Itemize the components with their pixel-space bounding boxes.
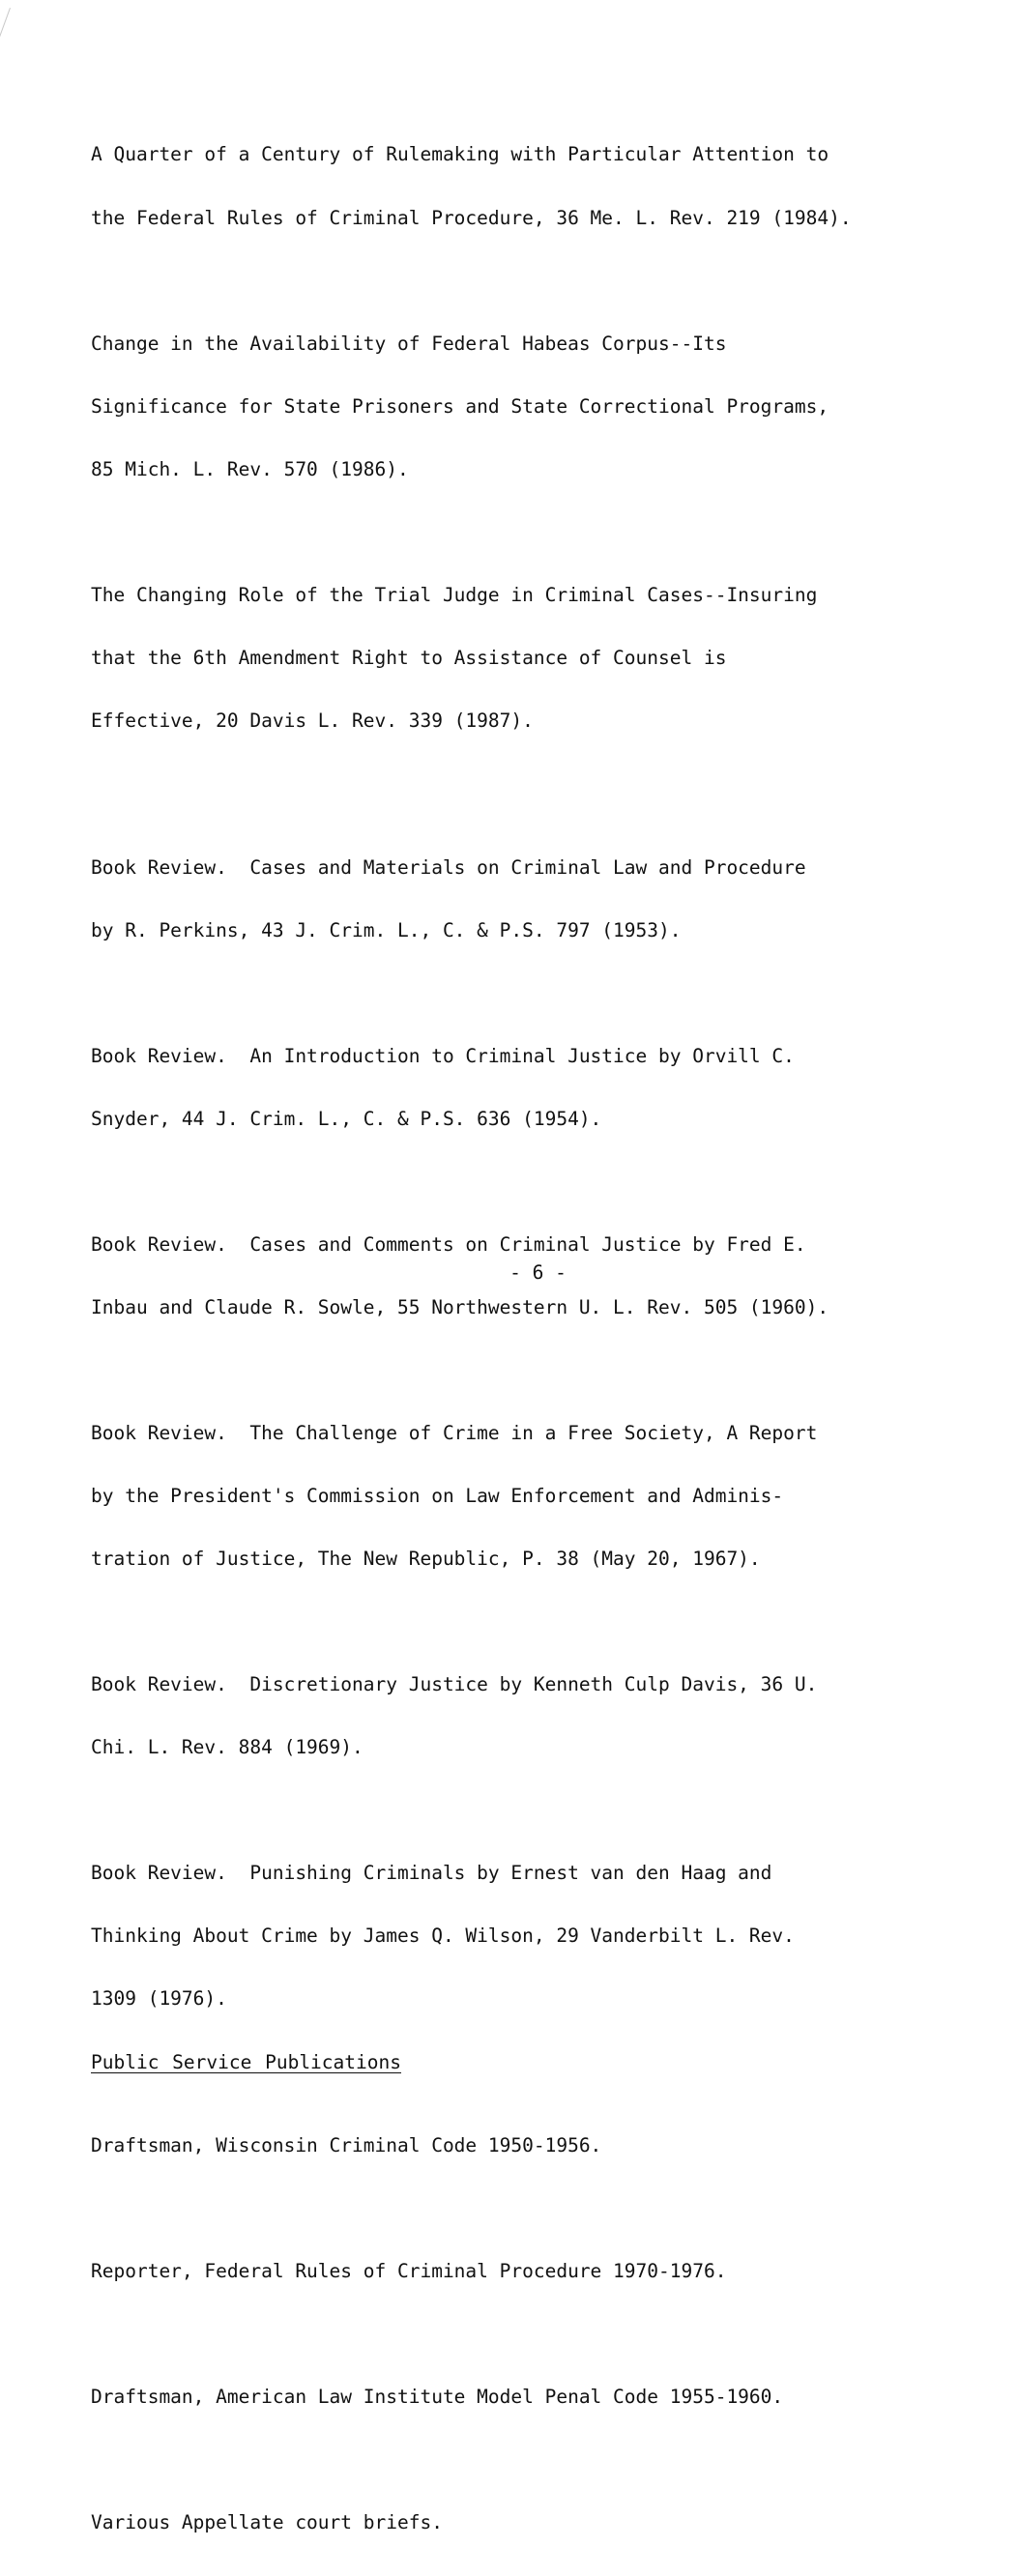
book-review-entry <box>91 1003 961 1172</box>
book-review-entry <box>91 1633 961 1801</box>
book-review-entry <box>91 1821 961 2052</box>
book-review-entry <box>91 815 961 983</box>
book-review-line: Book Review. An Introduction to Criminal Justice by Orvill C. <box>91 1044 795 1067</box>
public-service-item <box>91 2471 961 2576</box>
article-line: Effective, 20 Davis L. Rev. 339 (1987). <box>91 709 534 732</box>
book-review-line: Book Review. Discretionary Justice by Kenneth Culp Davis, 36 U. <box>91 1673 818 1696</box>
article-line: A Quarter of a Century of Rulemaking with Particular Attention to <box>91 143 829 166</box>
book-review-line: Book Review. Punishing Criminals by Ernest van den Haag and <box>91 1862 772 1885</box>
article-entry <box>91 542 961 773</box>
book-review-line: Book Review. Cases and Comments on Criminal Justice by Fred E. <box>91 1232 806 1256</box>
book-review-line: Inbau and Claude R. Sowle, 55 Northwestern U. L. Rev. 505 (1960). <box>91 1295 829 1318</box>
public-service-item <box>91 2345 961 2450</box>
document-page <box>91 102 961 2575</box>
article-line: that the 6th Amendment Right to Assistance of Counsel is <box>91 646 727 669</box>
public-service-line: Draftsman, American Law Institute Model Penal Code 1955-1960. <box>91 2386 784 2409</box>
article-entry <box>91 102 961 271</box>
book-review-line: Book Review. Cases and Materials on Criminal Law and Procedure <box>91 855 806 879</box>
article-line: Significance for State Prisoners and State Correctional Programs, <box>91 394 829 418</box>
book-review-line: by R. Perkins, 43 J. Crim. L., C. & P.S. 797 (1953). <box>91 918 682 941</box>
book-review-line: Chi. L. Rev. 884 (1969). <box>91 1736 364 1759</box>
book-review-entry <box>91 1380 961 1611</box>
article-line: Change in the Availability of Federal Habeas Corpus--Its <box>91 332 727 355</box>
book-review-line: tration of Justice, The New Republic, P. 38 (May 20, 1967). <box>91 1548 761 1571</box>
book-review-line: by the President's Commission on Law Enforcement and Adminis- <box>91 1484 784 1507</box>
public-service-line: Draftsman, Wisconsin Criminal Code 1950-1956. <box>91 2134 602 2157</box>
page-number: - 6 - <box>509 1261 567 1284</box>
public-service-line: Various Appellate court briefs. <box>91 2511 443 2534</box>
public-service-line: Reporter, Federal Rules of Criminal Procedure 1970-1976. <box>91 2260 727 2283</box>
book-review-line: Thinking About Crime by James Q. Wilson, 29 Vanderbilt L. Rev. <box>91 1925 795 1948</box>
book-review-line: 1309 (1976). <box>91 1987 227 2011</box>
scan-artifact-mark <box>0 8 23 58</box>
article-line: the Federal Rules of Criminal Procedure, 36 Me. L. Rev. 219 (1984). <box>91 206 852 229</box>
article-line: The Changing Role of the Trial Judge in Criminal Cases--Insuring <box>91 583 818 606</box>
article-entry <box>91 291 961 522</box>
public-service-item <box>91 2094 961 2199</box>
book-review-line: Snyder, 44 J. Crim. L., C. & P.S. 636 (1954). <box>91 1107 602 1130</box>
section-heading: Public Service Publications <box>91 2050 401 2073</box>
article-line: 85 Mich. L. Rev. 570 (1986). <box>91 457 409 480</box>
book-review-line: Book Review. The Challenge of Crime in a Free Society, A Report <box>91 1421 818 1444</box>
public-service-item <box>91 2219 961 2325</box>
